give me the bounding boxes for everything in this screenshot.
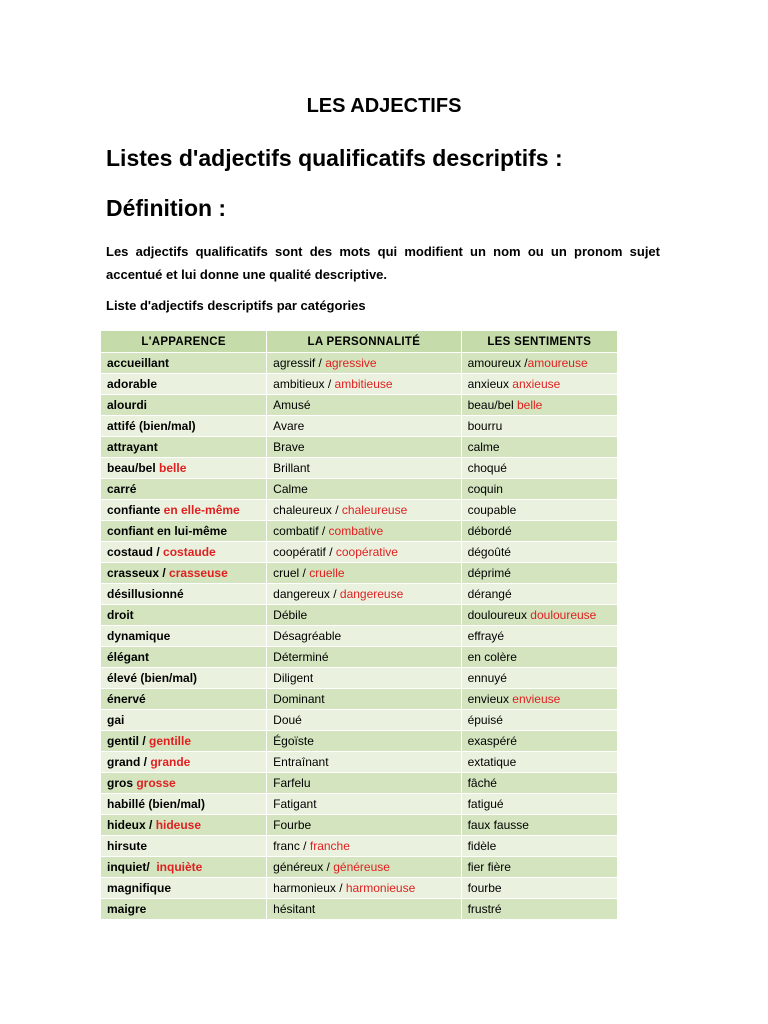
feelings-cell (461, 374, 617, 395)
table-row (101, 857, 618, 878)
masculine-form: gai (107, 713, 125, 727)
personality-cell (267, 458, 461, 479)
appearance-cell (101, 710, 267, 731)
masculine-form: gros (107, 776, 137, 790)
appearance-cell (101, 479, 267, 500)
masculine-form: hésitant (273, 902, 316, 916)
masculine-form: anxieux (467, 377, 513, 391)
masculine-form: gentil / (107, 734, 149, 748)
table-row (101, 710, 618, 731)
masculine-form: fier fière (467, 860, 511, 874)
personality-cell (267, 815, 461, 836)
masculine-form: carré (107, 482, 137, 496)
masculine-form: Débile (273, 608, 308, 622)
masculine-form: hideux / (107, 818, 156, 832)
table-row (101, 584, 618, 605)
masculine-form: hirsute (107, 839, 148, 853)
table-row (101, 773, 618, 794)
feelings-cell (461, 815, 617, 836)
masculine-form: confiant en lui-même (107, 524, 228, 538)
table-row (101, 353, 618, 374)
masculine-form: Déterminé (273, 650, 329, 664)
feelings-cell (461, 626, 617, 647)
feminine-form: douloureuse (530, 608, 597, 622)
table-row (101, 836, 618, 857)
appearance-cell (101, 815, 267, 836)
column-header-appearance: L'APPARENCE (101, 331, 267, 353)
feminine-form: agressive (325, 356, 377, 370)
appearance-cell (101, 731, 267, 752)
table-row (101, 647, 618, 668)
table-row (101, 626, 618, 647)
feelings-cell (461, 836, 617, 857)
masculine-form: énervé (107, 692, 146, 706)
personality-cell (267, 416, 461, 437)
masculine-form: coopératif / (273, 545, 336, 559)
definition-paragraph: Les adjectifs qualificatifs sont des mots qui modifient un nom ou un pronom sujet accentué et lui donne une qualité descriptive. (106, 244, 660, 282)
masculine-form: attifé (bien/mal) (107, 419, 196, 433)
masculine-form: Entraînant (273, 755, 329, 769)
personality-cell (267, 647, 461, 668)
feminine-form: inquiète (156, 860, 203, 874)
masculine-form: attrayant (107, 440, 158, 454)
personality-cell (267, 794, 461, 815)
masculine-form: débordé (467, 524, 512, 538)
appearance-cell (101, 773, 267, 794)
personality-cell (267, 395, 461, 416)
personality-cell (267, 836, 461, 857)
masculine-form: déprimé (467, 566, 511, 580)
masculine-form: Calme (273, 482, 308, 496)
personality-cell (267, 563, 461, 584)
feelings-cell (461, 794, 617, 815)
feminine-form: crasseuse (169, 566, 228, 580)
personality-cell (267, 521, 461, 542)
feelings-cell (461, 605, 617, 626)
appearance-cell (101, 500, 267, 521)
appearance-cell (101, 395, 267, 416)
masculine-form: fidèle (467, 839, 497, 853)
appearance-cell (101, 584, 267, 605)
masculine-form: Dominant (273, 692, 325, 706)
appearance-cell (101, 437, 267, 458)
personality-cell (267, 731, 461, 752)
table-row (101, 815, 618, 836)
masculine-form: habillé (bien/mal) (107, 797, 206, 811)
masculine-form: dégoûté (467, 545, 511, 559)
personality-cell (267, 899, 461, 920)
appearance-cell (101, 689, 267, 710)
masculine-form: alourdi (107, 398, 148, 412)
feminine-form: chaleureuse (341, 503, 408, 517)
personality-cell (267, 605, 461, 626)
appearance-cell (101, 857, 267, 878)
feminine-form: costaude (163, 545, 216, 559)
table-row (101, 605, 618, 626)
masculine-form: élevé (bien/mal) (107, 671, 198, 685)
feminine-form: ambitieuse (334, 377, 393, 391)
personality-cell (267, 479, 461, 500)
feelings-cell (461, 584, 617, 605)
appearance-cell (101, 521, 267, 542)
masculine-form: confiante (107, 503, 164, 517)
appearance-cell (101, 752, 267, 773)
masculine-form: Brave (273, 440, 305, 454)
masculine-form: chaleureux / (273, 503, 342, 517)
feminine-form: cruelle (309, 566, 345, 580)
personality-cell (267, 500, 461, 521)
masculine-form: combatif / (273, 524, 329, 538)
masculine-form: Amusé (273, 398, 311, 412)
masculine-form: choqué (467, 461, 507, 475)
masculine-form: inquiet/ (107, 860, 157, 874)
masculine-form: ennuyé (467, 671, 507, 685)
feelings-cell (461, 353, 617, 374)
feminine-form: anxieuse (512, 377, 561, 391)
table-row (101, 395, 618, 416)
table-row (101, 752, 618, 773)
appearance-cell (101, 605, 267, 626)
feminine-form: grande (150, 755, 191, 769)
masculine-form: extatique (467, 755, 517, 769)
feelings-cell (461, 731, 617, 752)
table-row (101, 668, 618, 689)
personality-cell (267, 437, 461, 458)
appearance-cell (101, 647, 267, 668)
masculine-form: adorable (107, 377, 158, 391)
masculine-form: dynamique (107, 629, 171, 643)
masculine-form: effrayé (467, 629, 505, 643)
feelings-cell (461, 857, 617, 878)
appearance-cell (101, 353, 267, 374)
personality-cell (267, 626, 461, 647)
feminine-form: généreuse (333, 860, 390, 874)
table-row (101, 500, 618, 521)
masculine-form: ambitieux / (273, 377, 335, 391)
section-heading-lists: Listes d'adjectifs qualificatifs descriptifs : (106, 145, 563, 171)
masculine-form: frustré (467, 902, 502, 916)
feelings-cell (461, 542, 617, 563)
masculine-form: Égoïste (273, 734, 314, 748)
masculine-form: fourbe (467, 881, 502, 895)
table-row (101, 521, 618, 542)
feminine-form: coopérative (335, 545, 398, 559)
masculine-form: dangereux / (273, 587, 340, 601)
masculine-form: faux fausse (467, 818, 529, 832)
feelings-cell (461, 773, 617, 794)
masculine-form: cruel / (273, 566, 310, 580)
feminine-form: dangereuse (339, 587, 404, 601)
masculine-form: harmonieux / (273, 881, 346, 895)
feminine-form: harmonieuse (345, 881, 416, 895)
feelings-cell (461, 416, 617, 437)
masculine-form: calme (467, 440, 500, 454)
masculine-form: désillusionné (107, 587, 184, 601)
appearance-cell (101, 626, 267, 647)
personality-cell (267, 878, 461, 899)
feelings-cell (461, 563, 617, 584)
masculine-form: beau/bel (467, 398, 517, 412)
column-header-personality: LA PERSONNALITÉ (267, 331, 461, 353)
personality-cell (267, 374, 461, 395)
feminine-form: franche (309, 839, 350, 853)
appearance-cell (101, 374, 267, 395)
masculine-form: épuisé (467, 713, 503, 727)
appearance-cell (101, 836, 267, 857)
masculine-form: douloureux (467, 608, 531, 622)
table-row (101, 794, 618, 815)
personality-cell (267, 542, 461, 563)
masculine-form: bourru (467, 419, 503, 433)
personality-cell (267, 773, 461, 794)
feelings-cell (461, 521, 617, 542)
feelings-cell (461, 437, 617, 458)
appearance-cell (101, 878, 267, 899)
personality-cell (267, 710, 461, 731)
masculine-form: en colère (467, 650, 517, 664)
table-row (101, 878, 618, 899)
masculine-form: agressif / (273, 356, 326, 370)
masculine-form: crasseux / (107, 566, 170, 580)
feminine-form: grosse (136, 776, 176, 790)
table-row (101, 374, 618, 395)
appearance-cell (101, 899, 267, 920)
feminine-form: amoureuse (527, 356, 588, 370)
personality-cell (267, 584, 461, 605)
personality-cell (267, 752, 461, 773)
feelings-cell (461, 647, 617, 668)
masculine-form: élégant (107, 650, 150, 664)
adjectives-table (100, 330, 618, 920)
masculine-form: fâché (467, 776, 497, 790)
masculine-form: Brillant (273, 461, 310, 475)
feelings-cell (461, 395, 617, 416)
masculine-form: envieux (467, 692, 513, 706)
table-row (101, 479, 618, 500)
masculine-form: droit (107, 608, 134, 622)
masculine-form: Farfelu (273, 776, 311, 790)
column-header-feelings: LES SENTIMENTS (461, 331, 617, 353)
feelings-cell (461, 899, 617, 920)
feminine-form: en elle-même (163, 503, 240, 517)
document-title: LES ADJECTIFS (306, 95, 462, 117)
table-row (101, 416, 618, 437)
masculine-form: généreux / (273, 860, 334, 874)
table-header-row (101, 331, 618, 353)
masculine-form: Doué (273, 713, 302, 727)
appearance-cell (101, 668, 267, 689)
table-row (101, 458, 618, 479)
masculine-form: dérangé (467, 587, 512, 601)
masculine-form: grand / (107, 755, 151, 769)
masculine-form: accueillant (107, 356, 170, 370)
masculine-form: amoureux / (467, 356, 528, 370)
feelings-cell (461, 752, 617, 773)
feelings-cell (461, 479, 617, 500)
masculine-form: fatigué (467, 797, 504, 811)
table-row (101, 542, 618, 563)
masculine-form: maigre (107, 902, 147, 916)
appearance-cell (101, 794, 267, 815)
personality-cell (267, 353, 461, 374)
feminine-form: envieuse (512, 692, 561, 706)
section-heading-definition: Définition : (106, 195, 227, 221)
feminine-form: belle (516, 398, 543, 412)
feelings-cell (461, 689, 617, 710)
masculine-form: Désagréable (273, 629, 342, 643)
feminine-form: belle (159, 461, 187, 475)
table-row (101, 563, 618, 584)
masculine-form: Fourbe (273, 818, 312, 832)
appearance-cell (101, 416, 267, 437)
feelings-cell (461, 710, 617, 731)
feminine-form: combative (328, 524, 384, 538)
appearance-cell (101, 563, 267, 584)
feelings-cell (461, 668, 617, 689)
masculine-form: Diligent (273, 671, 314, 685)
masculine-form: exaspéré (467, 734, 517, 748)
table-row (101, 689, 618, 710)
masculine-form: beau/bel (107, 461, 160, 475)
table-row (101, 731, 618, 752)
feelings-cell (461, 500, 617, 521)
appearance-cell (101, 542, 267, 563)
masculine-form: franc / (273, 839, 310, 853)
masculine-form: coupable (467, 503, 517, 517)
masculine-form: costaud / (107, 545, 164, 559)
masculine-form: coquin (467, 482, 503, 496)
personality-cell (267, 668, 461, 689)
feminine-form: hideuse (155, 818, 202, 832)
table-caption: Liste d'adjectifs descriptifs par catégories (106, 298, 366, 313)
feelings-cell (461, 458, 617, 479)
personality-cell (267, 857, 461, 878)
masculine-form: Avare (273, 419, 305, 433)
masculine-form: magnifique (107, 881, 172, 895)
masculine-form: Fatigant (273, 797, 317, 811)
table-row (101, 437, 618, 458)
feelings-cell (461, 878, 617, 899)
appearance-cell (101, 458, 267, 479)
personality-cell (267, 689, 461, 710)
table-row (101, 899, 618, 920)
feminine-form: gentille (149, 734, 192, 748)
